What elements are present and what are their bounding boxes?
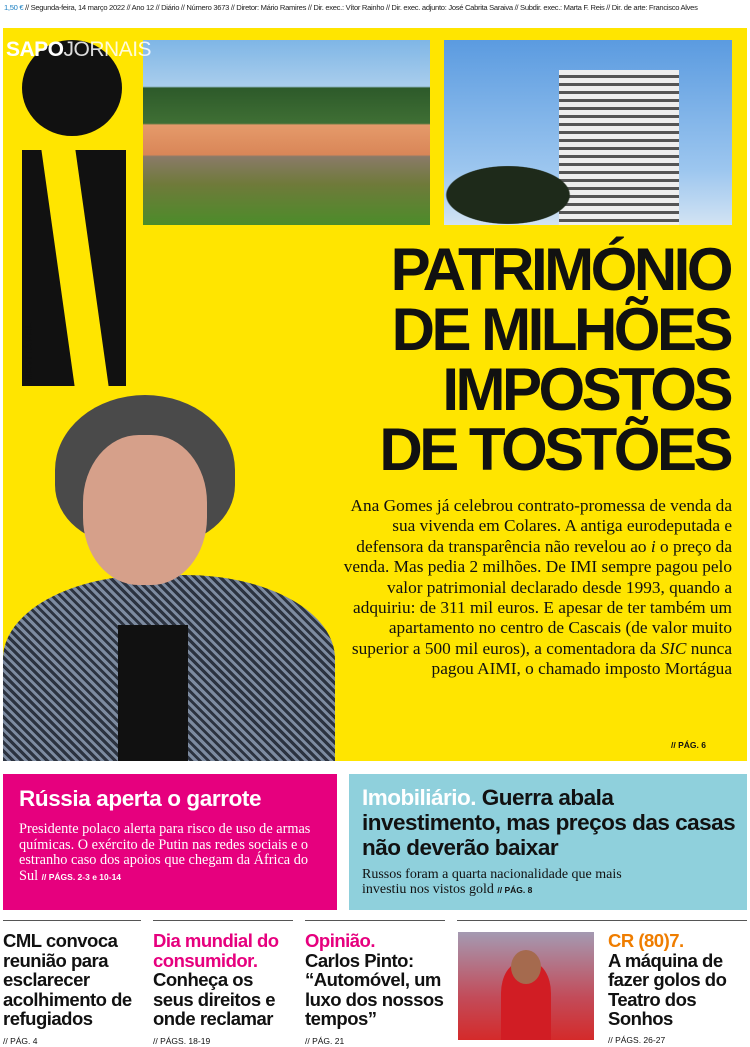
headline-line: DE MILHÕES [391, 296, 730, 363]
page-ref: // PÁGS. 26-27 [608, 1035, 666, 1045]
russia-story[interactable] [3, 774, 337, 910]
lead-headline[interactable] [330, 236, 730, 483]
villa-photo [143, 40, 430, 225]
edition-info: // Segunda-feira, 14 março 2022 // Ano 12 // Diário // Número 3673 // Diretor: Mário Ramires // Dir. exec.: Vítor Rainho // Dir. exec. adjunto: José Cabrita Saraiva // Subdir. exec.: Marta F. Reis // Dir. de arte: Francisco Alves [25, 3, 698, 12]
ronaldo-photo [458, 932, 594, 1040]
page-ref: // PÁG. 4 [3, 1036, 38, 1046]
ana-gomes-photo [3, 395, 335, 761]
masthead-info [4, 3, 746, 12]
story-text: Presidente polaco alerta para risco de uso de armas químicas. O exército de Putin nas redes sociais e o estranho caso dos apoios que chegam da África do Sul // PÁGS. 2-3 e 10-14 [19, 821, 311, 884]
headline-line: DE TOSTÕES [379, 416, 730, 483]
page-ref: // PÁG. 8 [497, 885, 533, 895]
imobiliario-story[interactable] [349, 774, 747, 910]
story-consumidor[interactable] [153, 920, 293, 1047]
headline-line: PATRIMÓNIO [390, 236, 730, 303]
tree-shape [444, 150, 604, 225]
cr7-text[interactable] [608, 931, 746, 1047]
story-title: Opinião. Carlos Pinto: “Automóvel, um luxo dos nossos tempos” [305, 930, 444, 1029]
watermark-bold: SAPO [6, 38, 64, 61]
apartment-tower-photo [444, 40, 732, 225]
story-title: Rússia aperta o garrote [19, 786, 262, 811]
story-title: Imobiliário. Guerra abala investimento, mas preços das casas não deverão baixar [362, 785, 736, 860]
page-ref: // PÁG. 6 [671, 740, 706, 750]
page-ref: // PÁG. 21 [305, 1036, 345, 1046]
story-title: Dia mundial do consumidor. Conheça os seus direitos e onde reclamar [153, 930, 279, 1029]
headline-line: IMPOSTOS [442, 356, 730, 423]
price: 1,50 € [4, 3, 24, 12]
story-title: CML convoca reunião para esclarecer acolhimento de refugiados [3, 930, 132, 1029]
story-opiniao[interactable] [305, 920, 445, 1047]
logo-n [22, 150, 126, 386]
story-title: CR (80)7. A máquina de fazer golos do Teatro dos Sonhos [608, 930, 727, 1029]
page-ref: // PÁGS. 18-19 [153, 1036, 211, 1046]
lead-body: Ana Gomes já celebrou contrato-promessa de venda da sua vivenda em Colares. A antiga eurodeputada e defensora da transparência não revelou ao i o preço da venda. Mas pedia 2 milhões. De IMI sempre pagou pelo valor patrimonial declarado desde 1993, quando a adquiriu: de 311 mil euros. E apesar de ter também um apartamento no centro de Cascais (de valor muito superior a 500 mil euros), a comentadora da SIC nunca pagou AIMI, o chamado imposto Mortágua [343, 496, 732, 679]
watermark [6, 38, 151, 62]
page-ref: // PÁGS. 2-3 e 10-14 [41, 871, 122, 882]
story-cml[interactable] [3, 920, 141, 1047]
watermark-light: JORNAIS [63, 38, 152, 61]
story-text: Russos foram a quarta nacionalidade que mais investiu nos vistos gold // PÁG. 8 [362, 867, 622, 897]
tagline: iNEVITÁVEL [24, 322, 35, 384]
